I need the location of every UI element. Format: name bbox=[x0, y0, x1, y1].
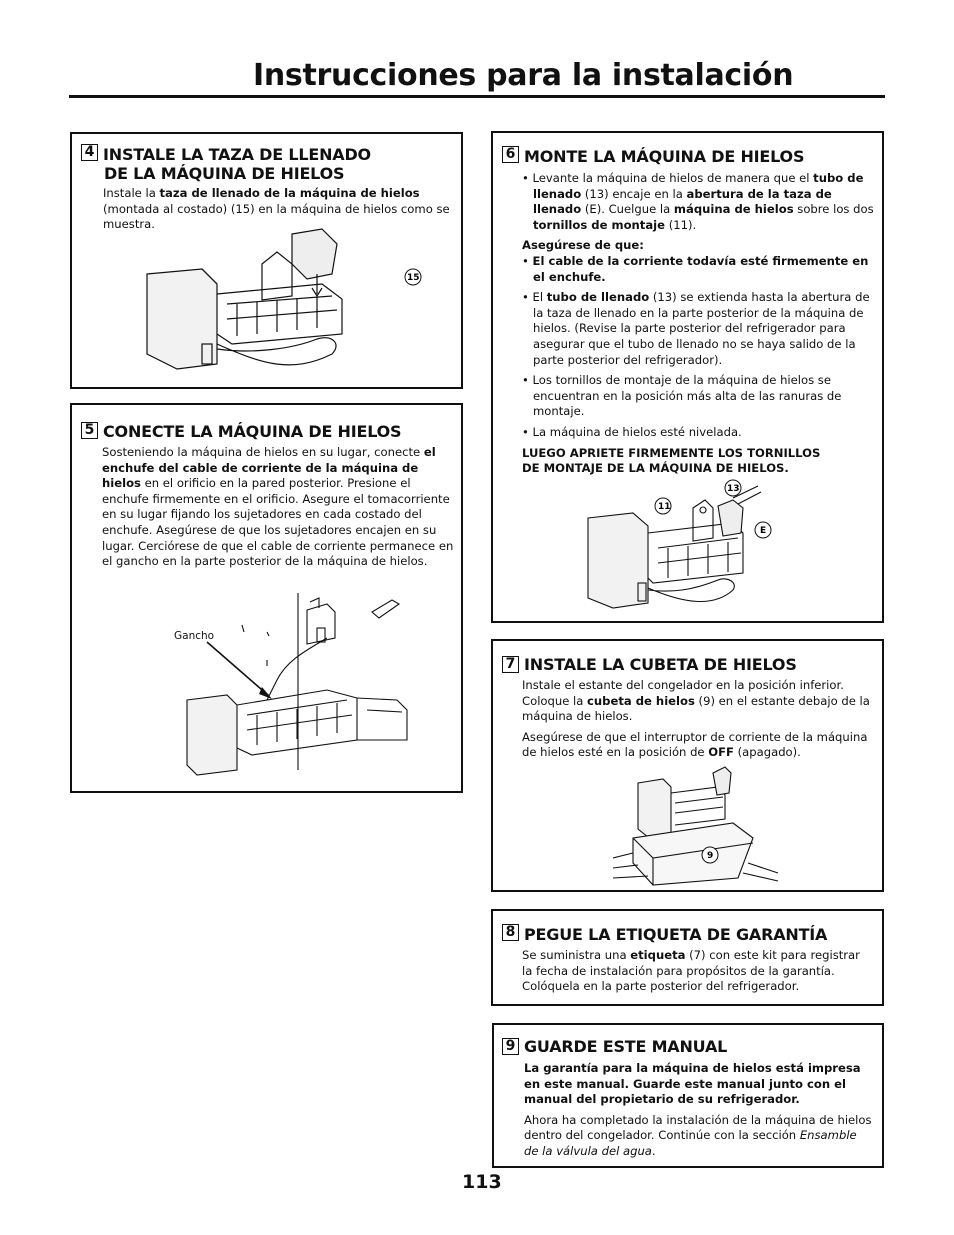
bullet-item: • Levante la máquina de hielos de manera que el tubo de llenado (13) encaje en la abertura de la taza de llenado (E). Cuelgue la máquina de hielos sobre los dos tornillos de montaje (11). bbox=[522, 171, 874, 232]
text-run: Instale la bbox=[103, 186, 160, 200]
text-run-bold: El cable de la corriente todavía esté firmemente en el enchufe. bbox=[532, 253, 869, 284]
step-heading: MONTE LA MÁQUINA DE HIELOS bbox=[524, 147, 805, 166]
figure-label-gancho: Gancho bbox=[174, 630, 215, 642]
text-run: . bbox=[651, 1143, 656, 1158]
step-number: 8 bbox=[502, 924, 519, 941]
step-6-box bbox=[491, 131, 884, 623]
text-run: Sosteniendo la máquina de hielos en su lugar, conecte bbox=[102, 445, 424, 459]
step-number: 6 bbox=[502, 146, 519, 163]
step-number: 9 bbox=[502, 1038, 519, 1055]
text-run: (7) con este kit para registrar la fecha de instalación para propósitos de la garantía. Colóquela en la parte posterior del refrigerador. bbox=[522, 948, 860, 994]
paragraph bbox=[522, 730, 878, 761]
mount-icemaker-illustration bbox=[583, 478, 803, 618]
heading-line: INSTALE LA TAZA DE LLENADO bbox=[103, 145, 371, 164]
text-run: (13) encaje en la bbox=[581, 186, 687, 201]
callout-label: E bbox=[760, 526, 767, 536]
text-run: (montada al costado) (15) en la máquina de hielos como se muestra. bbox=[103, 201, 450, 232]
step-body bbox=[522, 948, 872, 995]
step-body bbox=[522, 171, 874, 477]
text-run: (9) en el estante debajo de la máquina de hielos. bbox=[522, 693, 870, 724]
text-run: sobre los dos bbox=[793, 202, 874, 217]
paragraph bbox=[524, 1061, 872, 1108]
callout-label: 15 bbox=[407, 273, 420, 283]
hook-pointer-line bbox=[207, 642, 269, 696]
ensure-title bbox=[522, 238, 874, 254]
step-heading bbox=[103, 145, 371, 183]
text-run: El bbox=[532, 290, 547, 305]
title-rule bbox=[69, 95, 885, 98]
step-9-box bbox=[492, 1023, 884, 1168]
bullet-item: • Los tornillos de montaje de la máquina de hielos se encuentran en la posición más alta de las ranuras de montaje. bbox=[522, 373, 842, 419]
text-run: Se suministra una bbox=[522, 948, 631, 962]
callout-label: 13 bbox=[727, 484, 740, 494]
text-run: Instale el estante del congelador en la posición inferior. Coloque la bbox=[522, 678, 844, 708]
text-run-bold: La garantía para la máquina de hielos está impresa en este manual. Guarde este manual junto con el manual del propietario de su refrigerador. bbox=[524, 1061, 861, 1107]
paragraph bbox=[522, 678, 878, 725]
step-heading: PEGUE LA ETIQUETA DE GARANTÍA bbox=[524, 925, 828, 944]
text-run-bold: taza de llenado de la máquina de hielos bbox=[159, 186, 420, 200]
step-4-box bbox=[70, 132, 463, 389]
text-run: (E). Cuelgue la bbox=[581, 202, 674, 217]
heading-line: DE LA MÁQUINA DE HIELOS bbox=[104, 164, 345, 183]
text-run-bold: Asegúrese de que: bbox=[522, 238, 644, 253]
page-title: Instrucciones para la instalación bbox=[253, 58, 794, 93]
text-run-bold: máquina de hielos bbox=[673, 202, 794, 217]
text-run: Levante la máquina de hielos de manera que el bbox=[532, 171, 814, 185]
text-run: Los tornillos de montaje de la máquina de hielos se encuentran en la posición más alta de las ranuras de montaje. bbox=[532, 373, 842, 419]
text-run-bold: DE MONTAJE DE LA MÁQUINA DE HIELOS. bbox=[522, 461, 789, 476]
step-number: 7 bbox=[502, 656, 519, 673]
text-run-italic: Ensamble de la válvula del agua bbox=[524, 1128, 857, 1158]
step-number: 4 bbox=[81, 144, 98, 161]
step-heading: INSTALE LA CUBETA DE HIELOS bbox=[524, 655, 797, 674]
text-run: La máquina de hielos esté nivelada. bbox=[532, 424, 742, 439]
text-run-bold: tornillos de montaje bbox=[533, 217, 666, 232]
text-run-bold: etiqueta bbox=[630, 948, 686, 962]
step-heading: CONECTE LA MÁQUINA DE HIELOS bbox=[103, 422, 402, 441]
fill-cup-illustration bbox=[142, 224, 442, 384]
bullet-item: • La máquina de hielos esté nivelada. bbox=[522, 424, 742, 439]
bullet-item: • El cable de la corriente todavía esté firmemente en el enchufe. bbox=[522, 253, 869, 284]
paragraph bbox=[524, 1113, 872, 1160]
step-body bbox=[522, 678, 878, 766]
callout-label: 11 bbox=[658, 502, 671, 512]
step-8-box bbox=[491, 909, 884, 1006]
step-heading: GUARDE ESTE MANUAL bbox=[524, 1037, 728, 1056]
callout-label: 9 bbox=[707, 851, 714, 861]
step-number: 5 bbox=[81, 422, 98, 439]
text-run: Ahora ha completado la instalación de la máquina de hielos dentro del congelador. Continúe con la sección bbox=[524, 1112, 872, 1143]
text-run-bold: tubo de llenado bbox=[546, 290, 650, 305]
bullet-item: • El tubo de llenado (13) se extienda hasta la abertura de la taza de llenado en la parte posterior de la máquina de hielos. (Revise la parte posterior del refrigerador para asegurar que el tubo de llenado no se haya salido de la parte posterior del refrigerador). bbox=[522, 290, 870, 367]
page-number: 113 bbox=[462, 1171, 502, 1193]
ice-bucket-illustration bbox=[613, 763, 783, 888]
step-5-box bbox=[70, 403, 463, 793]
text-run: (apagado). bbox=[733, 745, 801, 760]
text-run-bold: OFF bbox=[708, 745, 734, 760]
text-run-bold: el enchufe del cable de corriente de la máquina de hielos bbox=[102, 445, 436, 491]
text-run-bold: LUEGO APRIETE FIRMEMENTE LOS TORNILLOS bbox=[522, 445, 821, 460]
step-body bbox=[102, 445, 458, 570]
step-7-box bbox=[491, 639, 884, 892]
text-run-bold: tubo de llenado bbox=[533, 171, 864, 201]
step-body bbox=[524, 1061, 872, 1165]
text-run-bold: abertura de la taza de llenado bbox=[533, 186, 832, 217]
text-run: en el orificio en la pared posterior. Presione el enchufe firmemente en el orificio. Asegure el tomacorriente en su lugar fijando los sujetadores en cada costado del enchufe. Asegúrese de que los sujetadores encajen en su lugar. Cerciórese de que el cable de corriente permanece en el gancho en la parte posterior de la máquina de hielos. bbox=[102, 476, 454, 569]
connect-icemaker-illustration bbox=[167, 590, 447, 785]
text-run: (13) se extienda hasta la abertura de la taza de llenado en la parte posterior de la máquina de hielos. (Revise la parte posterior del refrigerador para asegurar que el tubo de llenado no se haya salido de la parte posterior del refrigerador). bbox=[533, 290, 870, 367]
text-run-bold: cubeta de hielos bbox=[587, 693, 695, 708]
final-instruction bbox=[522, 446, 874, 477]
text-run: Asegúrese de que el interruptor de corriente de la máquina de hielos esté en la posición de bbox=[522, 729, 868, 760]
text-run: (11). bbox=[665, 217, 697, 232]
